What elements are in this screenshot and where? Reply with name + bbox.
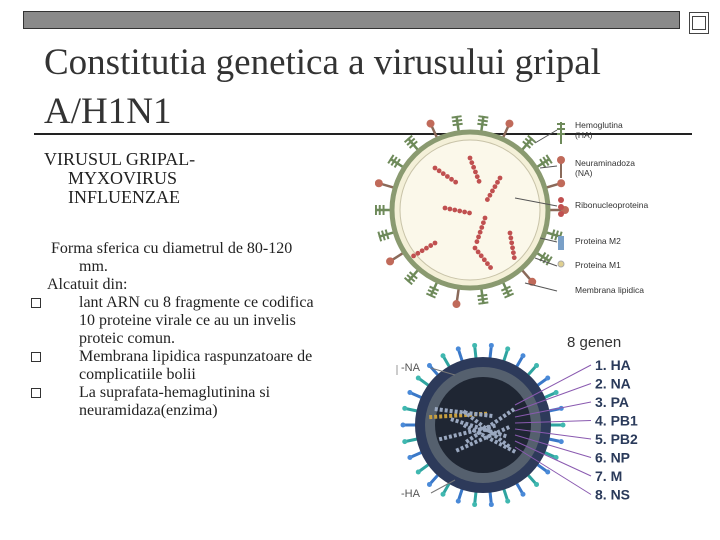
spike bbox=[527, 363, 539, 376]
spike bbox=[402, 406, 418, 411]
spike bbox=[441, 482, 451, 497]
window-corner-box bbox=[689, 12, 709, 34]
gene-item: 2. NA bbox=[595, 375, 631, 392]
label-ha-side: -HA bbox=[401, 488, 420, 500]
bullet-line: complicatiile bolii bbox=[79, 366, 196, 383]
ribonucleoprotein-icon bbox=[558, 197, 564, 217]
body-line: mm. bbox=[79, 258, 108, 275]
spike bbox=[407, 390, 422, 398]
bullet-line: neuramidaza(enzima) bbox=[79, 402, 218, 419]
gene-item: 3. PA bbox=[595, 394, 629, 410]
spike bbox=[402, 439, 418, 444]
subheading bbox=[44, 150, 294, 207]
genome-diagram bbox=[395, 325, 695, 515]
subhead-line: MYXOVIRUS bbox=[68, 168, 178, 188]
gene-item: 5. PB2 bbox=[595, 431, 638, 447]
body-line: Forma sferica cu diametrul de 80-120 bbox=[51, 240, 293, 257]
subhead-line: VIRUSUL GRIPAL- bbox=[44, 149, 196, 169]
spike bbox=[401, 423, 418, 428]
neuraminidase-icon bbox=[557, 156, 565, 178]
spike bbox=[416, 464, 430, 475]
label-m2: Proteina M2 bbox=[575, 236, 621, 246]
spike bbox=[456, 488, 463, 504]
spike bbox=[407, 452, 422, 460]
spike bbox=[516, 482, 526, 497]
bullet-line: lant ARN cu 8 fragmente ce codifica bbox=[79, 294, 314, 311]
spike bbox=[536, 375, 550, 386]
spike bbox=[472, 491, 477, 507]
hemagglutinin-icon bbox=[557, 122, 565, 144]
label-neuraminidase: Neuraminadoza bbox=[575, 158, 636, 168]
label-ha: (HA) bbox=[575, 130, 593, 140]
label-na-side: -NA bbox=[401, 362, 420, 374]
spike bbox=[427, 474, 439, 487]
genes-title: 8 genen bbox=[567, 334, 622, 351]
bullet-item bbox=[47, 348, 377, 384]
label-lipid-membrane: Membrana lipidica bbox=[575, 285, 644, 295]
bullet-item bbox=[47, 294, 377, 348]
label-ribonucleoprotein: Ribonucleoproteina bbox=[575, 200, 649, 210]
label-m1: Proteina M1 bbox=[575, 260, 621, 270]
spike bbox=[536, 464, 550, 475]
spike bbox=[527, 474, 539, 487]
m1-protein-icon bbox=[558, 261, 564, 267]
spike bbox=[543, 390, 558, 398]
spike bbox=[503, 488, 510, 504]
virion-core bbox=[435, 377, 531, 473]
legend-icons bbox=[557, 122, 565, 267]
bullet-line: Membrana lipidica raspunzatoare de bbox=[79, 348, 313, 365]
gene-item: 1. HA bbox=[595, 357, 631, 373]
spike bbox=[416, 375, 430, 386]
gene-item: 8. NS bbox=[595, 486, 631, 503]
body-text bbox=[47, 240, 377, 420]
gene-item: 6. NP bbox=[595, 449, 631, 466]
bullet-line: 10 proteine virale ce au un invelis bbox=[79, 312, 296, 329]
virion-diagram bbox=[375, 108, 685, 313]
title-line-1: Constitutia genetica a virusului gripal bbox=[44, 42, 601, 83]
body-line: Alcatuit din: bbox=[47, 276, 128, 293]
bullet-line: proteic comun. bbox=[79, 330, 175, 347]
gene-item: 4. PB1 bbox=[595, 412, 638, 429]
label-hemagglutinin: Hemoglutina bbox=[575, 120, 623, 130]
spike bbox=[456, 346, 463, 362]
m2-protein-icon bbox=[558, 236, 564, 250]
spike bbox=[472, 343, 477, 359]
subhead-line: INFLUENZAE bbox=[68, 187, 180, 207]
bullet-square-icon bbox=[31, 352, 41, 362]
bullet-line: La suprafata-hemaglutinina si bbox=[79, 384, 271, 401]
spike bbox=[489, 491, 494, 507]
label-na: (NA) bbox=[575, 168, 593, 178]
spike bbox=[516, 353, 526, 368]
spike bbox=[543, 452, 558, 460]
title-bar bbox=[23, 11, 680, 29]
spike bbox=[503, 346, 510, 362]
spike bbox=[548, 439, 564, 444]
matrix-layer bbox=[400, 140, 540, 280]
gene-item: 7. M bbox=[595, 468, 623, 484]
spike bbox=[441, 353, 451, 368]
bullet-item bbox=[47, 384, 377, 420]
bullet-square-icon bbox=[31, 388, 41, 398]
spike bbox=[489, 343, 494, 359]
spike bbox=[549, 423, 566, 428]
title-line-2: A/H1N1 bbox=[44, 91, 172, 132]
bullet-square-icon bbox=[31, 298, 41, 308]
gene-list bbox=[595, 357, 638, 503]
